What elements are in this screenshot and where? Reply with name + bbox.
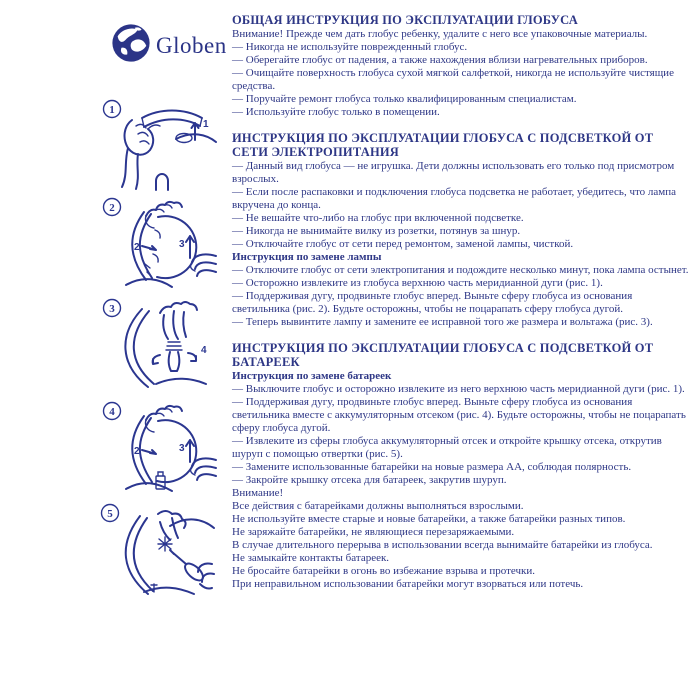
- instruction-line: Не заряжайте батарейки, не являющиеся перезаряжаемыми.: [232, 525, 515, 538]
- svg-text:1: 1: [109, 104, 115, 116]
- instruction-line: — Никогда не вынимайте вилку из розетки, потянув за шнур.: [232, 224, 521, 237]
- section-title: ИНСТРУКЦИЯ ПО ЭКСПЛУАТАЦИИ ГЛОБУСА С ПОДСВЕТКОЙ ОТ СЕТИ ЭЛЕКТРОПИТАНИЯ: [232, 130, 654, 159]
- svg-text:4: 4: [109, 406, 115, 418]
- globen-logo: [110, 22, 227, 69]
- section-battery-power: [232, 341, 690, 591]
- brand-name: Globen: [156, 32, 227, 58]
- instruction-line: — Оберегайте глобус от падения, а также нахождения вблизи нагревательных приборов.: [232, 53, 648, 66]
- section-mains-power: [232, 131, 690, 329]
- instruction-line: Не используйте вместе старые и новые батарейки, а также батарейки разных типов.: [232, 512, 626, 525]
- instruction-line: — Не вешайте что-либо на глобус при включенной подсветке.: [232, 211, 524, 224]
- instruction-line: — Отключайте глобус от сети перед ремонтом, заменой лампы, чисткой.: [232, 237, 574, 250]
- instruction-line: — Очищайте поверхность глобуса сухой мягкой салфеткой, никогда не используйте чистящие средства.: [232, 66, 674, 92]
- instruction-line: В случае длительного перерыва в использовании всегда вынимайте батарейки из глобуса.: [232, 538, 653, 551]
- section-general: [232, 13, 690, 119]
- instruction-line: Не бросайте батарейки в огонь во избежание взрыва и протечки.: [232, 564, 536, 577]
- instruction-line: — Поддерживая дугу, продвиньте глобус вперед. Выньте сферу глобуса из основания светильника (рис. 2). Будьте осторожны, чтобы не поцарапать сферу глобуса дугой.: [232, 289, 633, 315]
- svg-text:3: 3: [179, 443, 185, 454]
- instruction-line: — Поддерживая дугу, продвиньте глобус вперед. Выньте сферу глобуса из основания светильника вместе с аккумуляторным отсеком (рис. 4). Будьте осторожны, чтобы не поцарапать сферу глобуса дугой.: [232, 395, 686, 434]
- svg-text:2: 2: [134, 446, 140, 457]
- svg-text:2: 2: [134, 242, 140, 253]
- instruction-line: — Выключите глобус и осторожно извлеките из него верхнюю часть меридианной дуги (рис. 1).: [232, 382, 685, 395]
- subsection-title: Инструкция по замене лампы: [232, 250, 382, 263]
- instruction-line: — Данный вид глобуса — не игрушка. Дети должны использовать его только под присмотром взрослых.: [232, 159, 675, 185]
- svg-text:5: 5: [107, 508, 113, 520]
- figure-3: [98, 295, 220, 391]
- figure-2: [98, 194, 220, 290]
- instruction-line: — Отключите глобус от сети электропитания и подождите несколько минут, пока лампа остынет.: [232, 263, 689, 276]
- instruction-line: — Если после распаковки и подключения глобуса подсветка не работает, убедитесь, что лампа вкручена до конца.: [232, 185, 676, 211]
- instruction-line: — Замените использованные батарейки на новые размера АА, соблюдая полярность.: [232, 460, 632, 473]
- instruction-line: — Никогда не используйте поврежденный глобус.: [232, 40, 468, 53]
- instruction-line: — Используйте глобус только в помещении.: [232, 105, 440, 118]
- instruction-line: Внимание! Прежде чем дать глобус ребенку, удалите с него все упаковочные материалы.: [232, 27, 648, 40]
- section-title: ИНСТРУКЦИЯ ПО ЭКСПЛУАТАЦИИ ГЛОБУСА С ПОДСВЕТКОЙ ОТ БАТАРЕЕК: [232, 340, 654, 369]
- instruction-line: — Закройте крышку отсека для батареек, закрутив шуруп.: [232, 473, 507, 486]
- figure-1: [98, 96, 220, 192]
- svg-text:3: 3: [179, 239, 185, 250]
- svg-text:4: 4: [201, 345, 207, 356]
- section-title: ОБЩАЯ ИНСТРУКЦИЯ ПО ЭКСПЛУАТАЦИИ ГЛОБУСА: [232, 13, 579, 27]
- figure-4: [98, 398, 220, 494]
- figure-5: [98, 500, 220, 598]
- svg-text:3: 3: [109, 303, 115, 315]
- instruction-line: — Поручайте ремонт глобуса только квалифицированным специалистам.: [232, 92, 577, 105]
- svg-text:2: 2: [109, 202, 115, 214]
- instruction-line: Все действия с батарейками должны выполняться взрослыми.: [232, 499, 524, 512]
- subsection-title: Инструкция по замене батареек: [232, 369, 392, 382]
- instruction-line: При неправильном использовании батарейки могут взорваться или потечь.: [232, 577, 584, 590]
- globe-icon: [110, 22, 152, 69]
- instruction-text-column: [232, 13, 690, 603]
- instruction-line: Внимание!: [232, 486, 284, 499]
- instruction-line: — Осторожно извлеките из глобуса верхнюю часть меридианной дуги (рис. 1).: [232, 276, 603, 289]
- instruction-line: Не замыкайте контакты батареек.: [232, 551, 390, 564]
- instruction-line: — Теперь вывинтите лампу и замените ее исправной того же размера и вольтажа (рис. 3).: [232, 315, 653, 328]
- instruction-line: — Извлеките из сферы глобуса аккумуляторный отсек и откройте крышку отсека, открутив шуруп с помощью отвертки (рис. 5).: [232, 434, 662, 460]
- svg-text:1: 1: [203, 119, 209, 130]
